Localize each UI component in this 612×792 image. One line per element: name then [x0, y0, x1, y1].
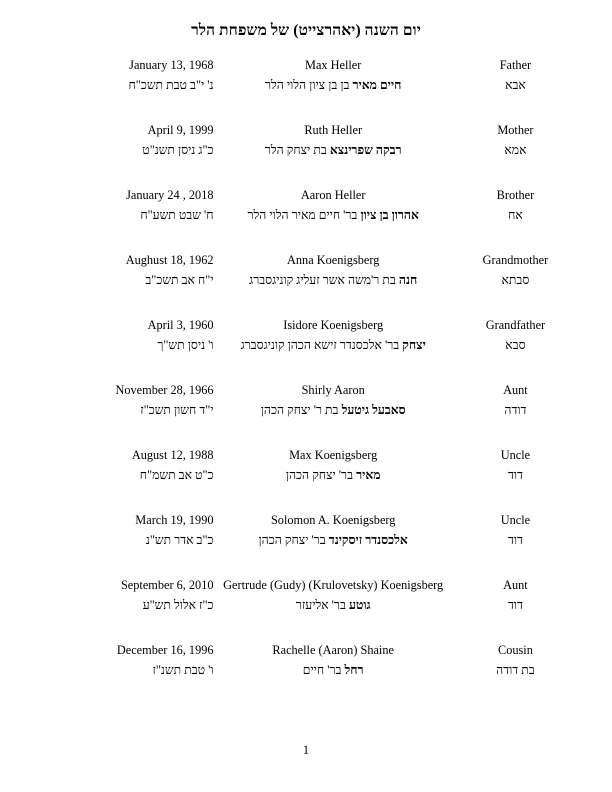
row-spacer-cell — [34, 618, 578, 643]
english-date: August 12, 1988 — [131, 448, 214, 462]
hebrew-name-patronymic: בר' חיים — [302, 663, 342, 677]
hebrew-date: כ"ט אב תשמ"ח — [139, 468, 214, 482]
english-relation: Mother — [497, 123, 534, 137]
hebrew-name — [214, 338, 453, 358]
hebrew-name — [214, 78, 453, 98]
hebrew-name-given: גוטע — [348, 598, 371, 612]
row-spacer-cell — [34, 358, 578, 383]
table-row — [34, 143, 578, 163]
hebrew-name — [214, 273, 453, 293]
english-relation: Father — [499, 58, 532, 72]
english-name: Shirly Aaron — [301, 383, 365, 397]
table-row — [34, 78, 578, 98]
english-date: January 13, 1968 — [129, 58, 214, 72]
hebrew-date: כ"ב אדר תש"נ — [145, 533, 214, 547]
english-name: Aaron Heller — [300, 188, 366, 202]
hebrew-name-patronymic: בת ר' יצחק הכהן — [260, 403, 339, 417]
hebrew-name-given: אלכסנדר זיסקינד — [328, 533, 408, 547]
table-row — [34, 383, 578, 403]
hebrew-date: ו' טבת תשנ"ז — [152, 663, 214, 677]
hebrew-name-given: רחל — [344, 663, 364, 677]
english-relation: Uncle — [500, 513, 531, 527]
english-relation: Grandmother — [482, 253, 549, 267]
hebrew-date: י"ח אב תשכ"ב — [145, 273, 214, 287]
english-name: Max Koenigsberg — [289, 448, 378, 462]
table-row — [34, 253, 578, 273]
page-number: 1 — [302, 743, 310, 757]
row-spacer — [34, 423, 578, 448]
english-relation: Grandfather — [485, 318, 546, 332]
english-name: Solomon A. Koenigsberg — [270, 513, 396, 527]
table-row — [34, 273, 578, 293]
row-spacer — [34, 553, 578, 578]
english-date: September 6, 2010 — [120, 578, 214, 592]
hebrew-name-patronymic: בר' יצחק הכהן — [258, 533, 326, 547]
hebrew-relation: דודה — [504, 403, 527, 417]
english-date: April 9, 1999 — [147, 123, 214, 137]
table-row — [34, 123, 578, 143]
row-spacer — [34, 98, 578, 123]
hebrew-name-given: יצחק — [402, 338, 426, 352]
table-row — [34, 188, 578, 208]
hebrew-relation: אבא — [505, 78, 526, 92]
english-name: Isidore Koenigsberg — [283, 318, 384, 332]
english-date: November 28, 1966 — [115, 383, 214, 397]
hebrew-name — [214, 208, 453, 228]
hebrew-name — [214, 143, 453, 163]
hebrew-date: ח' שבט תשע"ח — [140, 208, 214, 222]
english-name: Gertrude (Gudy) (Krulovetsky) Koenigsberg — [223, 578, 444, 592]
english-relation: Cousin — [498, 643, 533, 657]
hebrew-name-patronymic: בר' אליעזר — [295, 598, 346, 612]
english-relation: Uncle — [500, 448, 531, 462]
hebrew-name-patronymic: בר' חיים מאיר הלוי הלר — [247, 208, 358, 222]
hebrew-name-patronymic: בת יצחק הלר — [264, 143, 327, 157]
hebrew-name-patronymic: בר' יצחק הכהן — [285, 468, 353, 482]
hebrew-relation: דוד — [507, 468, 523, 482]
row-spacer — [34, 163, 578, 188]
english-relation: Aunt — [503, 578, 528, 592]
hebrew-relation: סבתא — [501, 273, 530, 287]
hebrew-name-given: אהרון בן ציון — [360, 208, 419, 222]
english-relation: Brother — [496, 188, 535, 202]
row-spacer — [34, 488, 578, 513]
hebrew-name-given: רבקה שפרינצא — [329, 143, 402, 157]
hebrew-date: כ"ג ניסן תשנ"ט — [142, 143, 214, 157]
hebrew-relation: אמא — [504, 143, 527, 157]
hebrew-name-given: חנה — [398, 273, 418, 287]
row-spacer-cell — [34, 553, 578, 578]
table-row — [34, 533, 578, 553]
english-date: Aughust 18, 1962 — [125, 253, 214, 267]
table-row — [34, 318, 578, 338]
hebrew-name — [214, 598, 453, 618]
english-name: Max Heller — [305, 58, 362, 72]
row-spacer-cell — [34, 423, 578, 448]
row-spacer — [34, 618, 578, 643]
hebrew-name — [214, 403, 453, 423]
row-spacer — [34, 228, 578, 253]
hebrew-relation: דוד — [507, 533, 523, 547]
table-row — [34, 513, 578, 533]
table-row — [34, 338, 578, 358]
row-spacer-cell — [34, 228, 578, 253]
table-row — [34, 468, 578, 488]
hebrew-name-patronymic: בר' אלכסנדר זישא הכהן קוניגסברג — [240, 338, 400, 352]
hebrew-name-given: חיים מאיר — [352, 78, 402, 92]
hebrew-date: י"ד חשון תשכ"ז — [140, 403, 214, 417]
english-date: March 19, 1990 — [135, 513, 214, 527]
hebrew-name — [214, 533, 453, 553]
hebrew-name-given: מאיר — [356, 468, 381, 482]
table-row — [34, 58, 578, 78]
english-name: Ruth Heller — [304, 123, 363, 137]
row-spacer — [34, 293, 578, 318]
hebrew-relation: דוד — [507, 598, 523, 612]
hebrew-name — [214, 663, 453, 683]
hebrew-relation: בת דודה — [496, 663, 535, 677]
table-row — [34, 208, 578, 228]
table-row — [34, 643, 578, 663]
row-spacer-cell — [34, 488, 578, 513]
english-name: Rachelle (Aaron) Shaine — [272, 643, 394, 657]
hebrew-date: ו' ניסן תש"ך — [157, 338, 214, 352]
hebrew-date: נ' י"ב טבת תשכ"ח — [128, 78, 214, 92]
hebrew-name-patronymic: בן בן ציון הלוי הלר — [264, 78, 350, 92]
row-spacer-cell — [34, 98, 578, 123]
row-spacer-cell — [34, 163, 578, 188]
hebrew-date: כ"ז אלול תש"ע — [142, 598, 214, 612]
table-row — [34, 403, 578, 423]
english-date: December 16, 1996 — [116, 643, 214, 657]
hebrew-name-patronymic: בת ר'משה אשר זעליג קוניגסברג — [249, 273, 396, 287]
english-name: Anna Koenigsberg — [287, 253, 380, 267]
table-row — [34, 598, 578, 618]
hebrew-relation: סבא — [505, 338, 526, 352]
hebrew-name — [214, 468, 453, 488]
row-spacer-cell — [34, 293, 578, 318]
english-date: January 24 , 2018 — [126, 188, 214, 202]
page-title: יום השנה (יאהרצייט) של משפחת הלר — [191, 22, 421, 39]
table-row — [34, 448, 578, 468]
hebrew-relation: אח — [508, 208, 523, 222]
english-date: April 3, 1960 — [147, 318, 214, 332]
hebrew-name-given: סאבעל גיטעל — [341, 403, 406, 417]
row-spacer — [34, 358, 578, 383]
table-row — [34, 578, 578, 598]
english-relation: Aunt — [503, 383, 528, 397]
yahrzeit-table — [34, 58, 578, 683]
table-row — [34, 663, 578, 683]
